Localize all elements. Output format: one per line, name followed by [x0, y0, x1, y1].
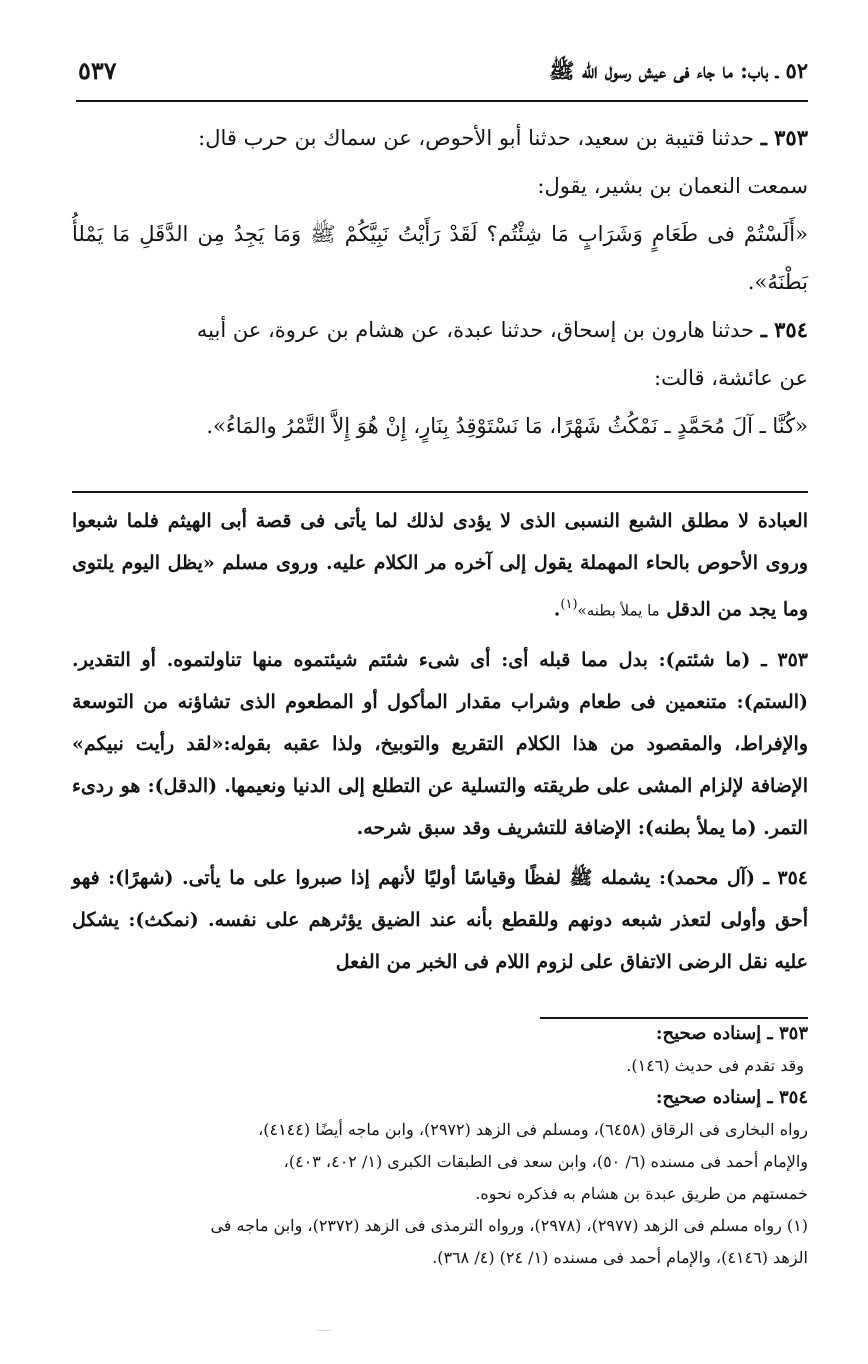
hadith-354-isnad-line1: حدثنا هارون بن إسحاق، حدثنا عبدة، عن هشام بن عروة، عن أبيه [196, 318, 754, 342]
hadith-354-isnad-line2: عن عائشة، قالت: [654, 366, 808, 390]
scan-mark [318, 1330, 330, 1331]
footnote-ref-1: (١) [560, 597, 578, 612]
hadith-353-matn: «أَلَسْتُمْ فى طَعَامٍ وَشَرَابٍ مَا شِئْتُم؟ لَقَدْ رَأَيْتُ نَبِيَّكُمْ ﷺ وَمَا يَجِدُ مِن الدَّقَلِ مَا يَمْلأُ بَطْنَهُ». [72, 222, 808, 294]
footnote-353-heading: ٣٥٣ ـ إسناده صحيح: [655, 1023, 808, 1044]
page-number: ٥٣٧ [78, 56, 117, 85]
hadith-353-isnad-line1: حدثنا قتيبة بن سعيد، حدثنا أبو الأحوص، عن سماك بن حرب قال: [198, 126, 754, 150]
hadith-353-number: ٣٥٣ ـ [760, 125, 808, 150]
footnote-354-heading: ٣٥٤ ـ إسناده صحيح: [655, 1087, 808, 1108]
hadith-section [72, 114, 808, 450]
hadith-354-number: ٣٥٤ ـ [760, 317, 808, 342]
page-header [78, 54, 808, 100]
hadith-353-isnad-line2: سمعت النعمان بن بشير، يقول: [537, 174, 808, 198]
footnote-1-line2: الزهد (٤١٤٦)، والإمام أحمد فى مسنده (١/ ٢٤) (٤/ ٣٦٨). [432, 1248, 808, 1267]
footnote-354-line1: رواه البخارى فى الرقاق (٦٤٥٨)، ومسلم فى الزهد (٢٩٧٢)، وابن ماجه أيضًا (٤١٤٤)، [258, 1120, 808, 1139]
hadith-353-isnad [72, 114, 808, 162]
commentary-divider [72, 491, 808, 493]
chapter-title: ٥٢ ـ باب: ما جاء فى عيش رسول الله ﷺ [549, 58, 808, 83]
commentary-353: ٣٥٣ ـ (ما شئتم): بدل مما قبله أى: أى شىء شئتم شيئتموه منها تناولتموه. أو التقدير. (الستم): متنعمين فى طعام وشراب مقدار المأكول أو المطعوم الذى تشاؤنه من التوسعة والإفراط، والمقصود من هذا الكلام التقريع والتوبيخ، ولذا عقبه بقوله:«لقد رأيت نبيكم» الإضافة لإلزام المشى على طريقته والتسلية عن التطلع إلى الدنيا ونعيمها. (الدقل): هو ردىء التمر. (ما يملأ بطنه): الإضافة للتشريف وقد سبق شرحه. [72, 649, 808, 840]
commentary-section [72, 500, 808, 983]
commentary-intro-end: . [553, 598, 561, 621]
footnote-354-line3: خمستهم من طريق عبدة بن هشام به فذكره نحوه. [475, 1184, 808, 1203]
hadith-354-isnad [72, 306, 808, 354]
commentary-intro-small: ما يملأ بطنه» [577, 601, 660, 620]
footnote-1-line1: (١) رواه مسلم فى الزهد (٢٩٧٧)، (٢٩٧٨)، ورواه الترمذى فى الزهد (٢٣٧٢)، وابن ماجه فى [210, 1216, 808, 1235]
footnote-354-line2: والإمام أحمد فى مسنده (٦/ ٥٠)، وابن سعد فى الطبقات الكبرى (١/ ٤٠٢، ٤٠٣)، [283, 1152, 808, 1171]
paragraph-gap [72, 631, 808, 639]
hadith-354-matn: «كُنَّا ـ آلَ مُحَمَّدٍ ـ نَمْكُثُ شَهْرًا، مَا نَسْتَوْقِدُ بِنَارٍ، إِنْ هُوَ إِلاَّ التَّمْرُ والمَاءُ». [206, 414, 808, 438]
commentary-intro-text: العبادة لا مطلق الشبع النسبى الذى لا يؤدى لذلك لما يأتى فى قصة أبى الهيثم فلما شبعوا وروى الأحوص بالحاء المهملة يقول إلى آخره مر الكلام عليه. وروى مسلم «يظل اليوم يلتوى وما يجد من الدقل [72, 510, 808, 621]
paragraph-gap [72, 849, 808, 857]
header-divider [76, 100, 808, 102]
footnotes-section [72, 1018, 808, 1274]
commentary-354: ٣٥٤ ـ (آل محمد): يشمله ﷺ لفظًا وقياسًا أوليًا لأنهم إذا صبروا على ما يأتى. (شهرًا): فهو أحق وأولى لتعذر شبعه دونهم وللقطع بأنه عند الضيق يؤثرهم على نفسه. (نمكث): يشكل عليه نقل الرضى الاتفاق على لزوم اللام فى الخبر من الفعل [72, 867, 808, 974]
commentary-intro [72, 500, 808, 631]
footnote-353-text: وقد تقدم فى حديث (١٤٦). [626, 1056, 804, 1075]
